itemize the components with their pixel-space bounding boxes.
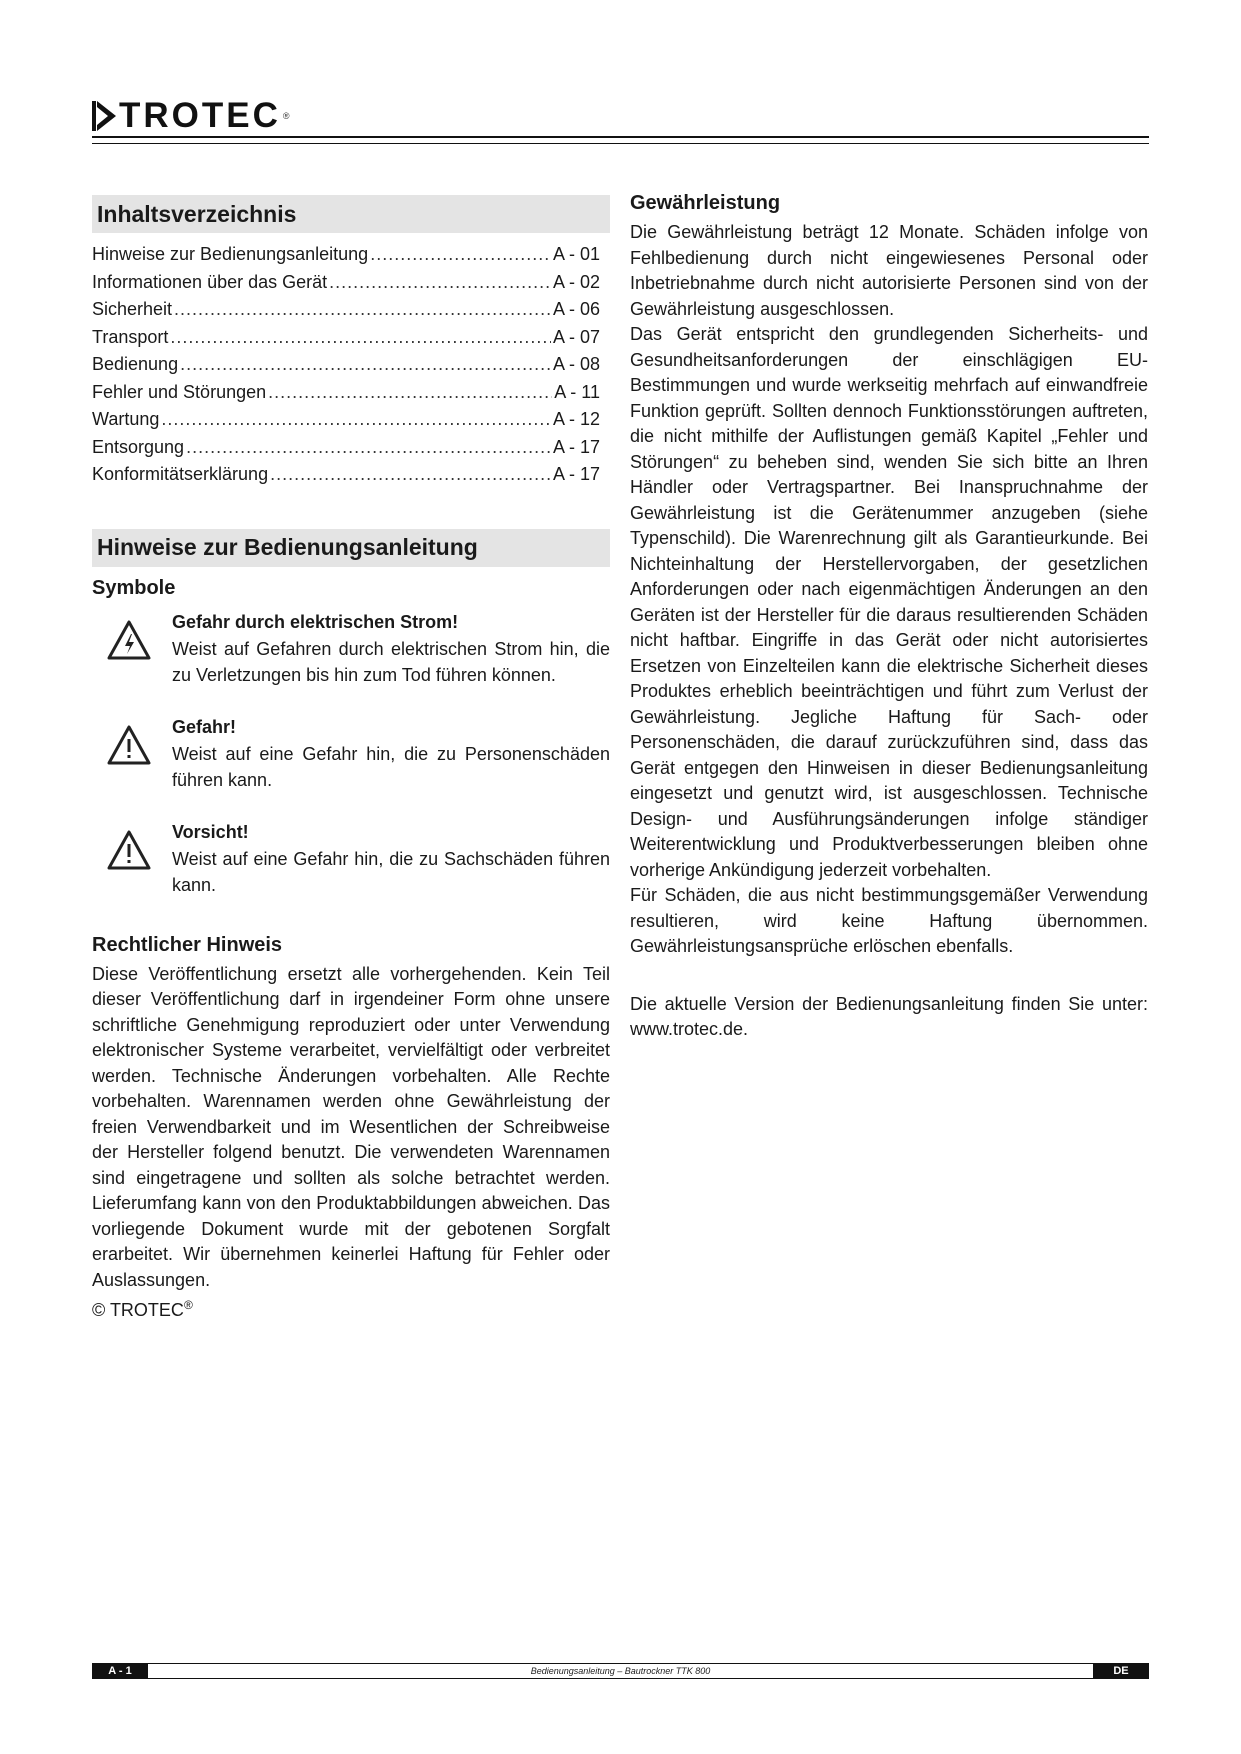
footer-page-number: A - 1 — [92, 1663, 148, 1679]
toc-entry-page: A - 17 — [552, 436, 600, 457]
toc-entry-page: A - 12 — [552, 409, 600, 429]
symbol-entry — [92, 609, 610, 688]
toc-leader-dots — [180, 351, 551, 379]
toc-entry-title: Konformitätserklärung — [92, 464, 269, 484]
right-column — [630, 190, 1148, 1043]
toc-entry — [92, 434, 600, 462]
toc-entry-page: A - 02 — [552, 271, 600, 292]
symbol-body — [172, 714, 610, 793]
copyright-line — [92, 1293, 610, 1323]
toc-entry — [92, 351, 600, 379]
caution-warning-icon — [106, 829, 152, 871]
toc-leader-dots — [161, 406, 551, 434]
symbol-description: Weist auf Gefahren durch elektrischen Strom hin, die zu Verletzungen bis hin zum Tod führen können. — [172, 638, 610, 685]
toc-leader-dots — [329, 269, 551, 297]
toc-entry-page: A - 17 — [552, 464, 600, 484]
warranty-heading: Gewährleistung — [630, 192, 781, 214]
brand-name: TROTEC — [119, 96, 281, 135]
page-footer — [92, 1663, 1149, 1679]
trotec-logo — [92, 96, 290, 135]
toc-entry-title: Sicherheit — [92, 299, 173, 319]
toc-entry — [92, 269, 600, 297]
toc-leader-dots — [186, 434, 551, 462]
symbol-entry — [92, 714, 610, 793]
toc-entry — [92, 406, 600, 434]
warranty-paragraph: Für Schäden, die aus nicht bestimmungsgemäßer Verwendung resultieren, wird keine Haftung übernommen. Gewährleistungsansprüche erlöschen ebenfalls. — [630, 885, 1148, 956]
electric-warning-icon — [106, 619, 152, 661]
symbol-entry — [92, 819, 610, 898]
copyright-registered-mark: ® — [183, 1298, 193, 1312]
toc-leader-dots — [370, 241, 551, 269]
symbol-title: Gefahr! — [172, 716, 237, 737]
legal-notice-heading: Rechtlicher Hinweis — [92, 933, 283, 956]
table-of-contents — [92, 241, 610, 489]
current-version-note: Die aktuelle Version der Bedienungsanleitung finden Sie unter: www.trotec.de. — [630, 993, 1148, 1039]
toc-leader-dots — [268, 379, 552, 407]
warranty-paragraph: Das Gerät entspricht den grundlegenden Sicherheits- und Gesundheitsanforderungen der einschlägigen EU-Bestimmungen und wurde werkseitig mehrfach auf einwandfreie Funktion geprüft. Sollten dennoch Funktionsstörungen auftreten, die nicht mithilfe der Auflistungen gemäß Kapitel „Fehler und Störungen“ zu beheben sind, wenden Sie sich bitte an Ihren Händler oder Vertragspartner. Bei Inanspruchnahme der Gewährleistung ist die Gerätenummer anzugeben (siehe Typenschild). Die Warenrechnung gilt als Garantieurkunde. Bei Nichteinhaltung der Herstellervorgaben, der gesetzlichen Anforderungen oder nach eigenmächtigen Änderungen an den Geräten ist der Hersteller für die daraus resultierenden Schäden nicht haftbar. Eingriffe in das Gerät oder nicht autorisiertes Ersetzen von Einzelteilen kann die elektrische Sicherheit dieses Produktes erheblich beeinträchtigen und führt zum Verlust der Gewährleistung. Jegliche Haftung für Sach- oder Personenschäden, die darauf zurückzuführen sind, dass das Gerät entgegen den Hinweisen in dieser Bedienungsanleitung eingesetzt und genutzt wird, ist ausgeschlossen. Technische Design- und Ausführungsänderungen infolge ständiger Weiterentwicklung und Produktverbesserungen bleiben ohne vorherige Ankündigung jederzeit vorbehalten. — [630, 324, 1148, 880]
toc-entry — [92, 296, 600, 324]
toc-entry — [92, 241, 600, 269]
copyright-text: © TROTEC — [92, 1300, 184, 1320]
toc-entry — [92, 379, 600, 407]
legal-notice-text: Diese Veröffentlichung ersetzt alle vorhergehenden. Kein Teil dieser Veröffentlichung darf in irgendeiner Form ohne unsere schriftliche Genehmigung reproduziert oder unter Verwendung elektronischer Systeme verarbeitet, vervielfältigt oder verbreitet werden. Technische Änderungen vorbehalten. Alle Rechte vorbehalten. Warennamen werden ohne Gewährleistung der freien Verwendbarkeit und im Wesentlichen der Schreibweise der Hersteller folgend benutzt. Die verwendeten Warennamen sind eingetragene und sollten als solche betrachtet werden. Lieferumfang kann von den Produktabbildungen abweichen. Das vorliegende Dokument wurde mit der gebotenen Sorgfalt erarbeitet. Wir übernehmen keinerlei Haftung für Fehler oder Auslassungen. — [92, 963, 610, 1290]
toc-entry-title: Transport — [92, 326, 169, 347]
toc-heading: Inhaltsverzeichnis — [92, 195, 610, 233]
symbol-title: Gefahr durch elektrischen Strom! — [172, 611, 459, 632]
toc-entry-title: Hinweise zur Bedienungsanleitung — [92, 244, 369, 264]
header-rule — [92, 136, 1149, 144]
toc-entry-page: A - 06 — [552, 299, 600, 319]
warranty-text — [630, 220, 1148, 960]
toc-entry-page: A - 11 — [554, 381, 600, 402]
toc-entry-title: Informationen über das Gerät — [92, 271, 328, 292]
footer-language-code: DE — [1093, 1663, 1149, 1679]
registered-mark: ® — [282, 111, 290, 121]
warranty-paragraph: Die Gewährleistung beträgt 12 Monate. Schäden infolge von Fehlbedienung durch nicht eingewiesenes Personal oder Inbetriebnahme durch nicht autorisierte Personen sind von der Gewährleistung ausgeschlossen. — [630, 222, 1148, 319]
left-column — [92, 195, 610, 1323]
toc-entry — [92, 324, 600, 352]
symbol-title: Vorsicht! — [172, 821, 249, 842]
symbol-icon-cell — [92, 609, 172, 688]
symbol-body — [172, 609, 610, 688]
toc-entry-title: Fehler und Störungen — [92, 381, 267, 402]
toc-entry-page: A - 07 — [552, 326, 600, 347]
toc-entry-title: Entsorgung — [92, 436, 185, 457]
symbole-heading: Symbole — [92, 576, 176, 599]
symbol-icon-cell — [92, 714, 172, 793]
footer-document-title: Bedienungsanleitung – Bautrockner TTK 800 — [148, 1663, 1093, 1679]
toc-entry-page: A - 01 — [552, 244, 600, 264]
toc-entry — [92, 461, 600, 489]
danger-warning-icon — [106, 724, 152, 766]
symbol-description: Weist auf eine Gefahr hin, die zu Sachschäden führen kann. — [172, 848, 610, 895]
toc-leader-dots — [174, 296, 551, 324]
toc-leader-dots — [170, 324, 551, 352]
toc-entry-title: Wartung — [92, 409, 160, 429]
symbol-description: Weist auf eine Gefahr hin, die zu Personenschäden führen kann. — [172, 743, 610, 790]
toc-entry-page: A - 08 — [552, 354, 600, 374]
symbol-body — [172, 819, 610, 898]
symbol-icon-cell — [92, 819, 172, 898]
toc-entry-title: Bedienung — [92, 354, 179, 374]
toc-leader-dots — [270, 461, 551, 489]
trotec-logo-icon — [92, 101, 116, 131]
hinweise-heading: Hinweise zur Bedienungsanleitung — [92, 529, 610, 567]
